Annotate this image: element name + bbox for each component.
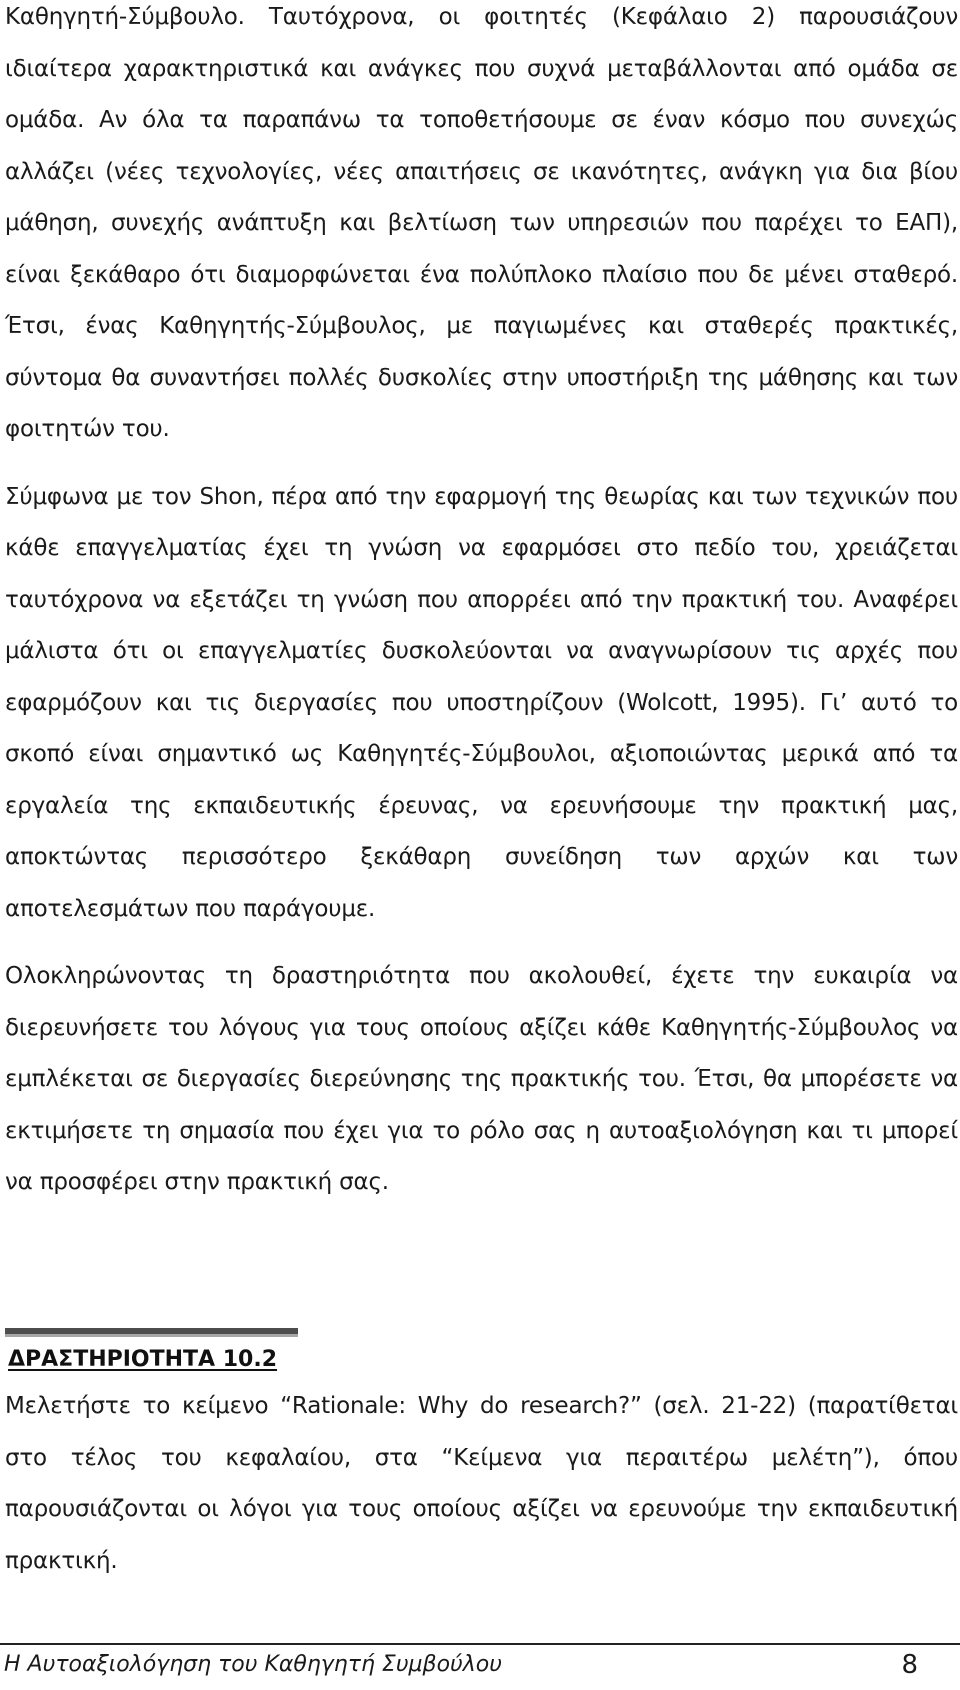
document-body <box>5 0 958 1209</box>
page-footer <box>0 1643 960 1685</box>
page-number: 8 <box>901 1650 918 1680</box>
paragraph-1: Καθηγητή-Σύμβουλο. Ταυτόχρονα, οι φοιτητές (Κεφάλαιο 2) παρουσιάζουν ιδιαίτερα χαρακτηριστικά και ανάγκες που συχνά μεταβάλλονται από ομάδα σε ομάδα. Αν όλα τα παραπάνω τα τοποθετήσουμε σε έναν κόσμο που συνεχώς αλλάζει (νέες τεχνολογίες, νέες απαιτήσεις σε ικανότητες, ανάγκη για δια βίου μάθηση, συνεχής ανάπτυξη και βελτίωση των υπηρεσιών που παρέχει το ΕΑΠ), είναι ξεκάθαρο ότι διαμορφώνεται ένα πολύπλοκο πλαίσιο που δε μένει σταθερό. Έτσι, ένας Καθηγητής-Σύμβουλος, με παγιωμένες και σταθερές πρακτικές, σύντομα θα συναντήσει πολλές δυσκολίες στην υποστήριξη της μάθησης και των φοιτητών του. <box>5 4 958 442</box>
activity-divider-bar <box>5 1328 298 1337</box>
paragraph-3: Ολοκληρώνοντας τη δραστηριότητα που ακολουθεί, έχετε την ευκαιρία να διερευνήσετε του λόγους για τους οποίους αξίζει κάθε Καθηγητής-Σύμβουλος να εμπλέκεται σε διεργασίες διερεύνησης της πρακτικής του. Έτσι, θα μπορέσετε να εκτιμήσετε τη σημασία που έχει για το ρόλο σας η αυτοαξιολόγηση και τι μπορεί να προσφέρει στην πρακτική σας. <box>5 963 958 1195</box>
activity-title: ΔΡΑΣΤΗΡΙΟΤΗΤΑ 10.2 <box>8 1347 278 1372</box>
paragraph-2: Σύμφωνα με τον Shon, πέρα από την εφαρμογή της θεωρίας και των τεχνικών που κάθε επαγγελματίας έχει τη γνώση να εφαρμόσει στο πεδίο του, χρειάζεται ταυτόχρονα να εξετάζει τη γνώση που απορρέει από την πρακτική του. Αναφέρει μάλιστα ότι οι επαγγελματίες δυσκολεύονται να αναγνωρίσουν τις αρχές που εφαρμόζουν και τις διεργασίες που υποστηρίζουν (Wolcott, 1995). Γι’ αυτό το σκοπό είναι σημαντικό ως Καθηγητές-Σύμβουλοι, αξιοποιώντας μερικά από τα εργαλεία της εκπαιδευτικής έρευνας, να ερευνήσουμε την πρακτική μας, αποκτώντας περισσότερο ξεκάθαρη συνείδηση των αρχών και των αποτελεσμάτων που παράγουμε. <box>5 483 958 922</box>
activity-text: Μελετήστε το κείμενο “Rationale: Why do research?” (σελ. 21-22) (παρατίθεται στο τέλος του κεφαλαίου, στα “Κείμενα για περαιτέρω μελέτη”), όπου παρουσιάζονται οι λόγοι για τους οποίους αξίζει να ερευνούμε την εκπαιδευτική πρακτική. <box>5 1393 958 1574</box>
footer-title: Η Αυτοαξιολόγηση του Καθηγητή Συμβούλου <box>4 1652 502 1677</box>
